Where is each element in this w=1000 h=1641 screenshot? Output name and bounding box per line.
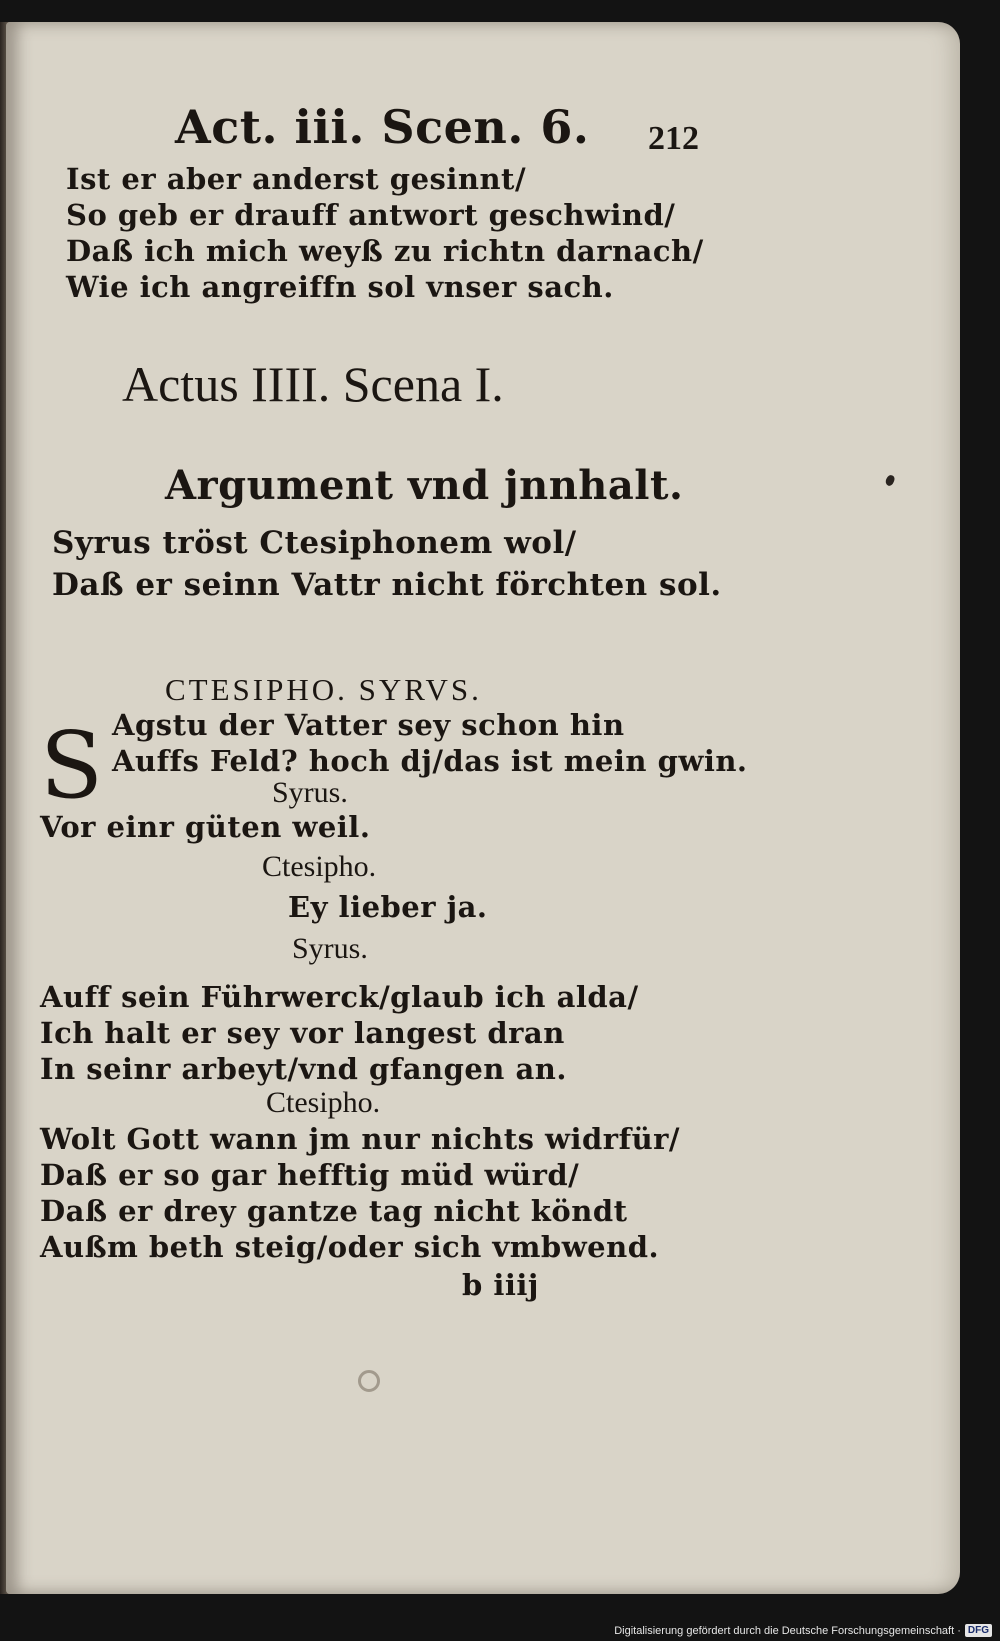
verse-line: Wie ich angreiffn sol vnser sach. bbox=[66, 270, 614, 304]
dialogue-line: Agstu der Vatter sey schon hin bbox=[112, 708, 625, 742]
summary-line: Daß er seinn Vattr nicht förchten sol. bbox=[52, 567, 722, 603]
verse-line: So geb er drauff antwort geschwind/ bbox=[66, 198, 676, 232]
paper-stain bbox=[358, 1370, 380, 1392]
dialogue-line: In seinr arbeyt/vnd gfangen an. bbox=[40, 1052, 567, 1086]
dialogue-line: Daß er so gar hefftig müd würd/ bbox=[40, 1158, 580, 1192]
dialogue-line: Vor einr güten weil. bbox=[40, 810, 371, 844]
speaker-label: Ctesipho. bbox=[266, 1086, 381, 1119]
dialogue-line: Auffs Feld? hoch dj/das ist mein gwin. bbox=[112, 744, 748, 778]
dfg-logo: DFG bbox=[965, 1624, 992, 1637]
digitization-credit bbox=[614, 1624, 992, 1637]
speaker-label: Ctesipho. bbox=[262, 850, 377, 883]
dialogue-line: Auff sein Führwerck/glaub ich alda/ bbox=[40, 980, 639, 1014]
speaker-label: Syrus. bbox=[292, 932, 368, 965]
catchword: b iiij bbox=[462, 1268, 539, 1302]
act-heading: Actus IIII. Scena I. bbox=[122, 356, 504, 412]
dialogue-line: Daß er drey gantze tag nicht köndt bbox=[40, 1194, 628, 1228]
page-number: 212 bbox=[648, 120, 699, 157]
dialogue-line: Wolt Gott wann jm nur nichts widrfür/ bbox=[40, 1122, 681, 1156]
credit-text: Digitalisierung gefördert durch die Deutsche Forschungsgemeinschaft · bbox=[614, 1624, 961, 1637]
speakers-heading: CTESIPHO. SYRVS. bbox=[165, 672, 482, 707]
dialogue-line: Ich halt er sey vor langest dran bbox=[40, 1016, 565, 1050]
verse-line: Daß ich mich weyß zu richtn darnach/ bbox=[66, 234, 704, 268]
argument-heading: Argument vnd jnnhalt. bbox=[165, 462, 684, 509]
verse-line: Ist er aber anderst gesinnt/ bbox=[66, 162, 527, 196]
summary-line: Syrus tröst Ctesiphonem wol/ bbox=[52, 525, 577, 561]
dialogue-line: Außm beth steig/oder sich vmbwend. bbox=[40, 1230, 660, 1264]
dropcap-initial: S bbox=[40, 712, 104, 819]
speaker-label: Syrus. bbox=[272, 776, 348, 809]
running-header: Act. iii. Scen. 6. bbox=[175, 100, 590, 154]
dialogue-line: Ey lieber ja. bbox=[288, 890, 488, 924]
